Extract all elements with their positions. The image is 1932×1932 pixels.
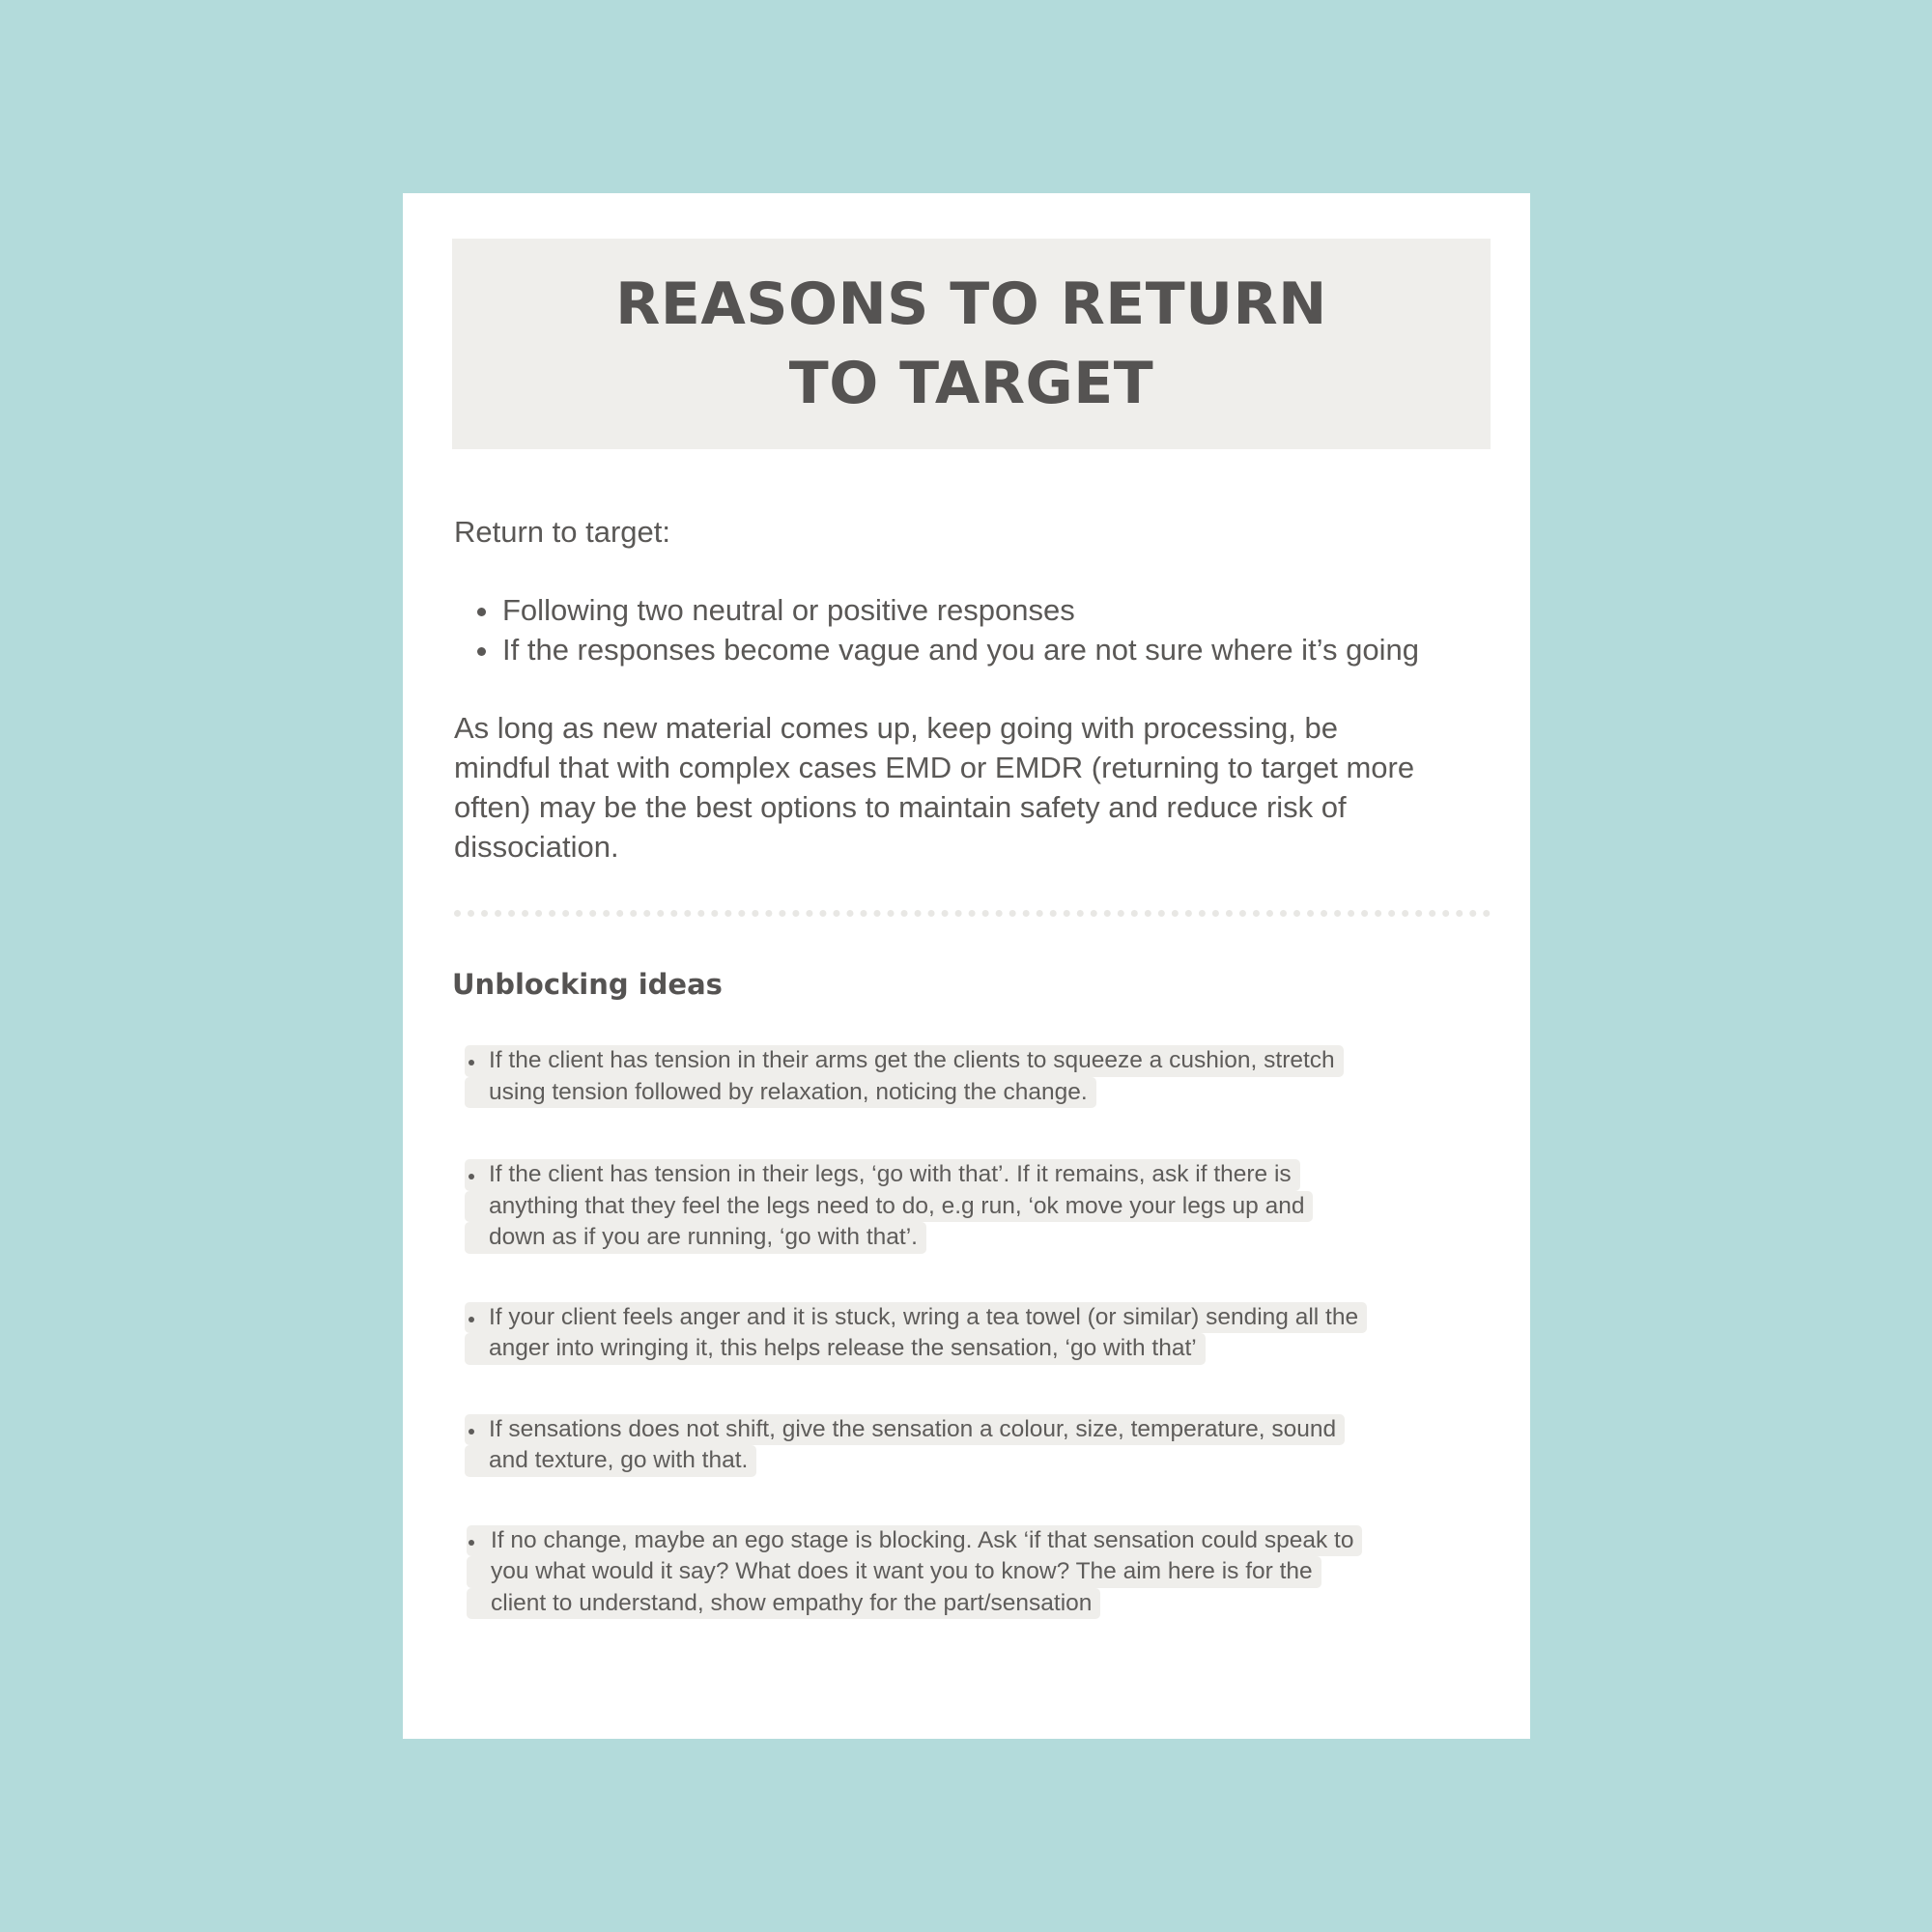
tip-line: and texture, go with that.: [465, 1445, 756, 1477]
tip-item: [465, 1045, 1479, 1108]
title-line: TO TARGET: [788, 350, 1154, 417]
intro-bullet-list: [454, 590, 1497, 669]
tip-item: [465, 1159, 1479, 1254]
tip-line: If the client has tension in their legs, ‘go with that’. If it remains, ask if there is: [465, 1159, 1300, 1191]
dotted-divider: [454, 910, 1491, 917]
tip-item: [465, 1414, 1479, 1477]
tip-item: [465, 1525, 1479, 1620]
tip-line: If the client has tension in their arms get the clients to squeeze a cushion, stretch: [465, 1045, 1344, 1077]
section-heading: Unblocking ideas: [452, 968, 723, 1001]
paragraph-line: mindful that with complex cases EMD or EMDR (returning to target more: [454, 751, 1415, 784]
document-page: [403, 193, 1530, 1739]
tip-line: If no change, maybe an ego stage is blocking. Ask ‘if that sensation could speak to: [467, 1525, 1362, 1557]
intro-bullet: If the responses become vague and you are not sure where it’s going: [454, 630, 1497, 669]
intro-paragraph: [454, 708, 1497, 867]
tip-line: client to understand, show empathy for the part/sensation: [467, 1588, 1100, 1620]
tip-line: using tension followed by relaxation, noticing the change.: [465, 1077, 1096, 1109]
page-title: [615, 265, 1327, 423]
title-line: REASONS TO RETURN: [615, 270, 1327, 338]
tip-line: If your client feels anger and it is stuck, wring a tea towel (or similar) sending all the: [465, 1302, 1367, 1334]
tip-item: [465, 1302, 1479, 1365]
tip-line: anger into wringing it, this helps release the sensation, ‘go with that’: [465, 1333, 1206, 1365]
intro-section: [454, 512, 1497, 867]
paragraph-line: often) may be the best options to maintain safety and reduce risk of: [454, 790, 1347, 824]
tip-line: If sensations does not shift, give the sensation a colour, size, temperature, sound: [465, 1414, 1345, 1446]
intro-bullet: Following two neutral or positive responses: [454, 590, 1497, 630]
paragraph-line: dissociation.: [454, 830, 619, 864]
intro-label: Return to target:: [454, 515, 671, 549]
tip-line: you what would it say? What does it want you to know? The aim here is for the: [467, 1556, 1321, 1588]
tip-line: down as if you are running, ‘go with that’.: [465, 1222, 926, 1254]
tip-line: anything that they feel the legs need to do, e.g run, ‘ok move your legs up and: [465, 1191, 1313, 1223]
title-banner: [452, 239, 1491, 449]
paragraph-line: As long as new material comes up, keep going with processing, be: [454, 711, 1338, 745]
unblocking-tips-list: [465, 1045, 1479, 1619]
